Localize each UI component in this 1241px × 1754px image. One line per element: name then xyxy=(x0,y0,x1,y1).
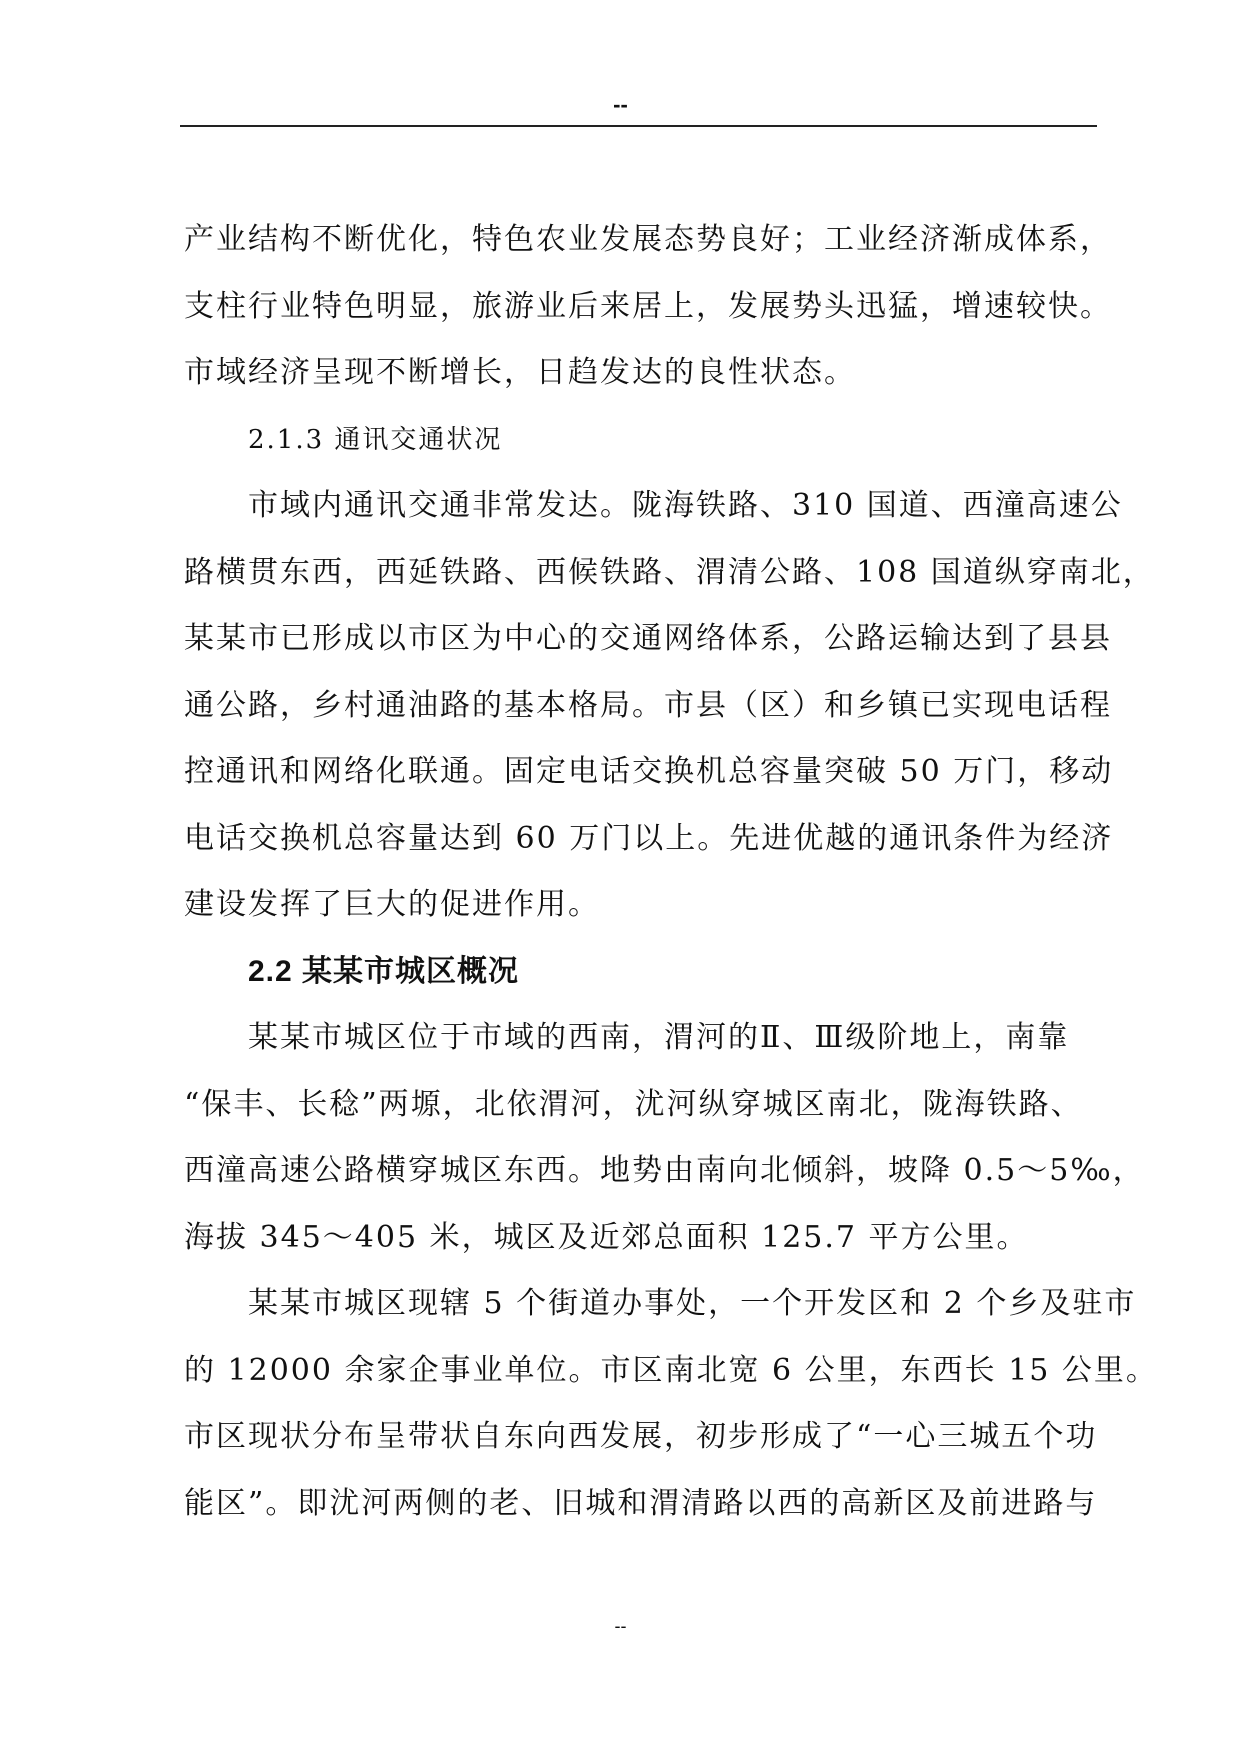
paragraph-first-line: 某某市城区位于市域的西南，渭河的Ⅱ、Ⅲ级阶地上，南靠 xyxy=(248,1020,1070,1055)
paragraph-first-line: 市域内通讯交通非常发达。陇海铁路、310 国道、西潼高速公 xyxy=(248,488,1123,523)
paragraph-first-line: 某某市城区现辖 5 个街道办事处，一个开发区和 2 个乡及驻市 xyxy=(248,1286,1137,1321)
text-line: 市域经济呈现不断增长，日趋发达的良性状态。 xyxy=(184,355,856,390)
document-body xyxy=(184,222,1158,1555)
text-line: 某某市已形成以市区为中心的交通网络体系，公路运输达到了县县 xyxy=(184,621,1112,656)
text-line: “保丰、长稔”两塬，北依渭河，沋河纵穿城区南北，陇海铁路、 xyxy=(184,1086,1083,1122)
text-line: 的 12000 余家企事业单位。市区南北宽 6 公里，东西长 15 公里。 xyxy=(184,1352,1158,1388)
page-footer-mark: -- xyxy=(614,1616,627,1636)
text-line: 控通讯和网络化联通。固定电话交换机总容量突破 50 万门，移动 xyxy=(184,754,1114,789)
text-line: 能区”。即沋河两侧的老、旧城和渭清路以西的高新区及前进路与 xyxy=(184,1485,1098,1521)
text-line: 电话交换机总容量达到 60 万门以上。先进优越的通讯条件为经济 xyxy=(184,820,1114,856)
text-line: 通公路，乡村通油路的基本格局。市县（区）和乡镇已实现电话程 xyxy=(184,687,1112,723)
text-line: 海拔 345～405 米，城区及近郊总面积 125.7 平方公里。 xyxy=(184,1219,1029,1255)
section-heading: 2.2 某某市城区概况 xyxy=(248,954,520,988)
text-line: 产业结构不断优化，特色农业发展态势良好；工业经济渐成体系， xyxy=(184,222,1112,257)
header-rule xyxy=(180,125,1097,127)
text-line: 路横贯东西，西延铁路、西候铁路、渭清公路、108 国道纵穿南北， xyxy=(184,554,1155,590)
page-header-mark: -- xyxy=(613,92,628,117)
text-line: 西潼高速公路横穿城区东西。地势由南向北倾斜，坡降 0.5～5‰， xyxy=(184,1153,1145,1188)
text-line: 建设发挥了巨大的促进作用。 xyxy=(184,887,600,922)
subsection-heading: 2.1.3 通讯交通状况 xyxy=(248,424,503,455)
text-line: 市区现状分布呈带状自东向西发展，初步形成了“一心三城五个功 xyxy=(184,1419,1098,1454)
text-line: 支柱行业特色明显，旅游业后来居上，发展势头迅猛，增速较快。 xyxy=(184,288,1112,324)
